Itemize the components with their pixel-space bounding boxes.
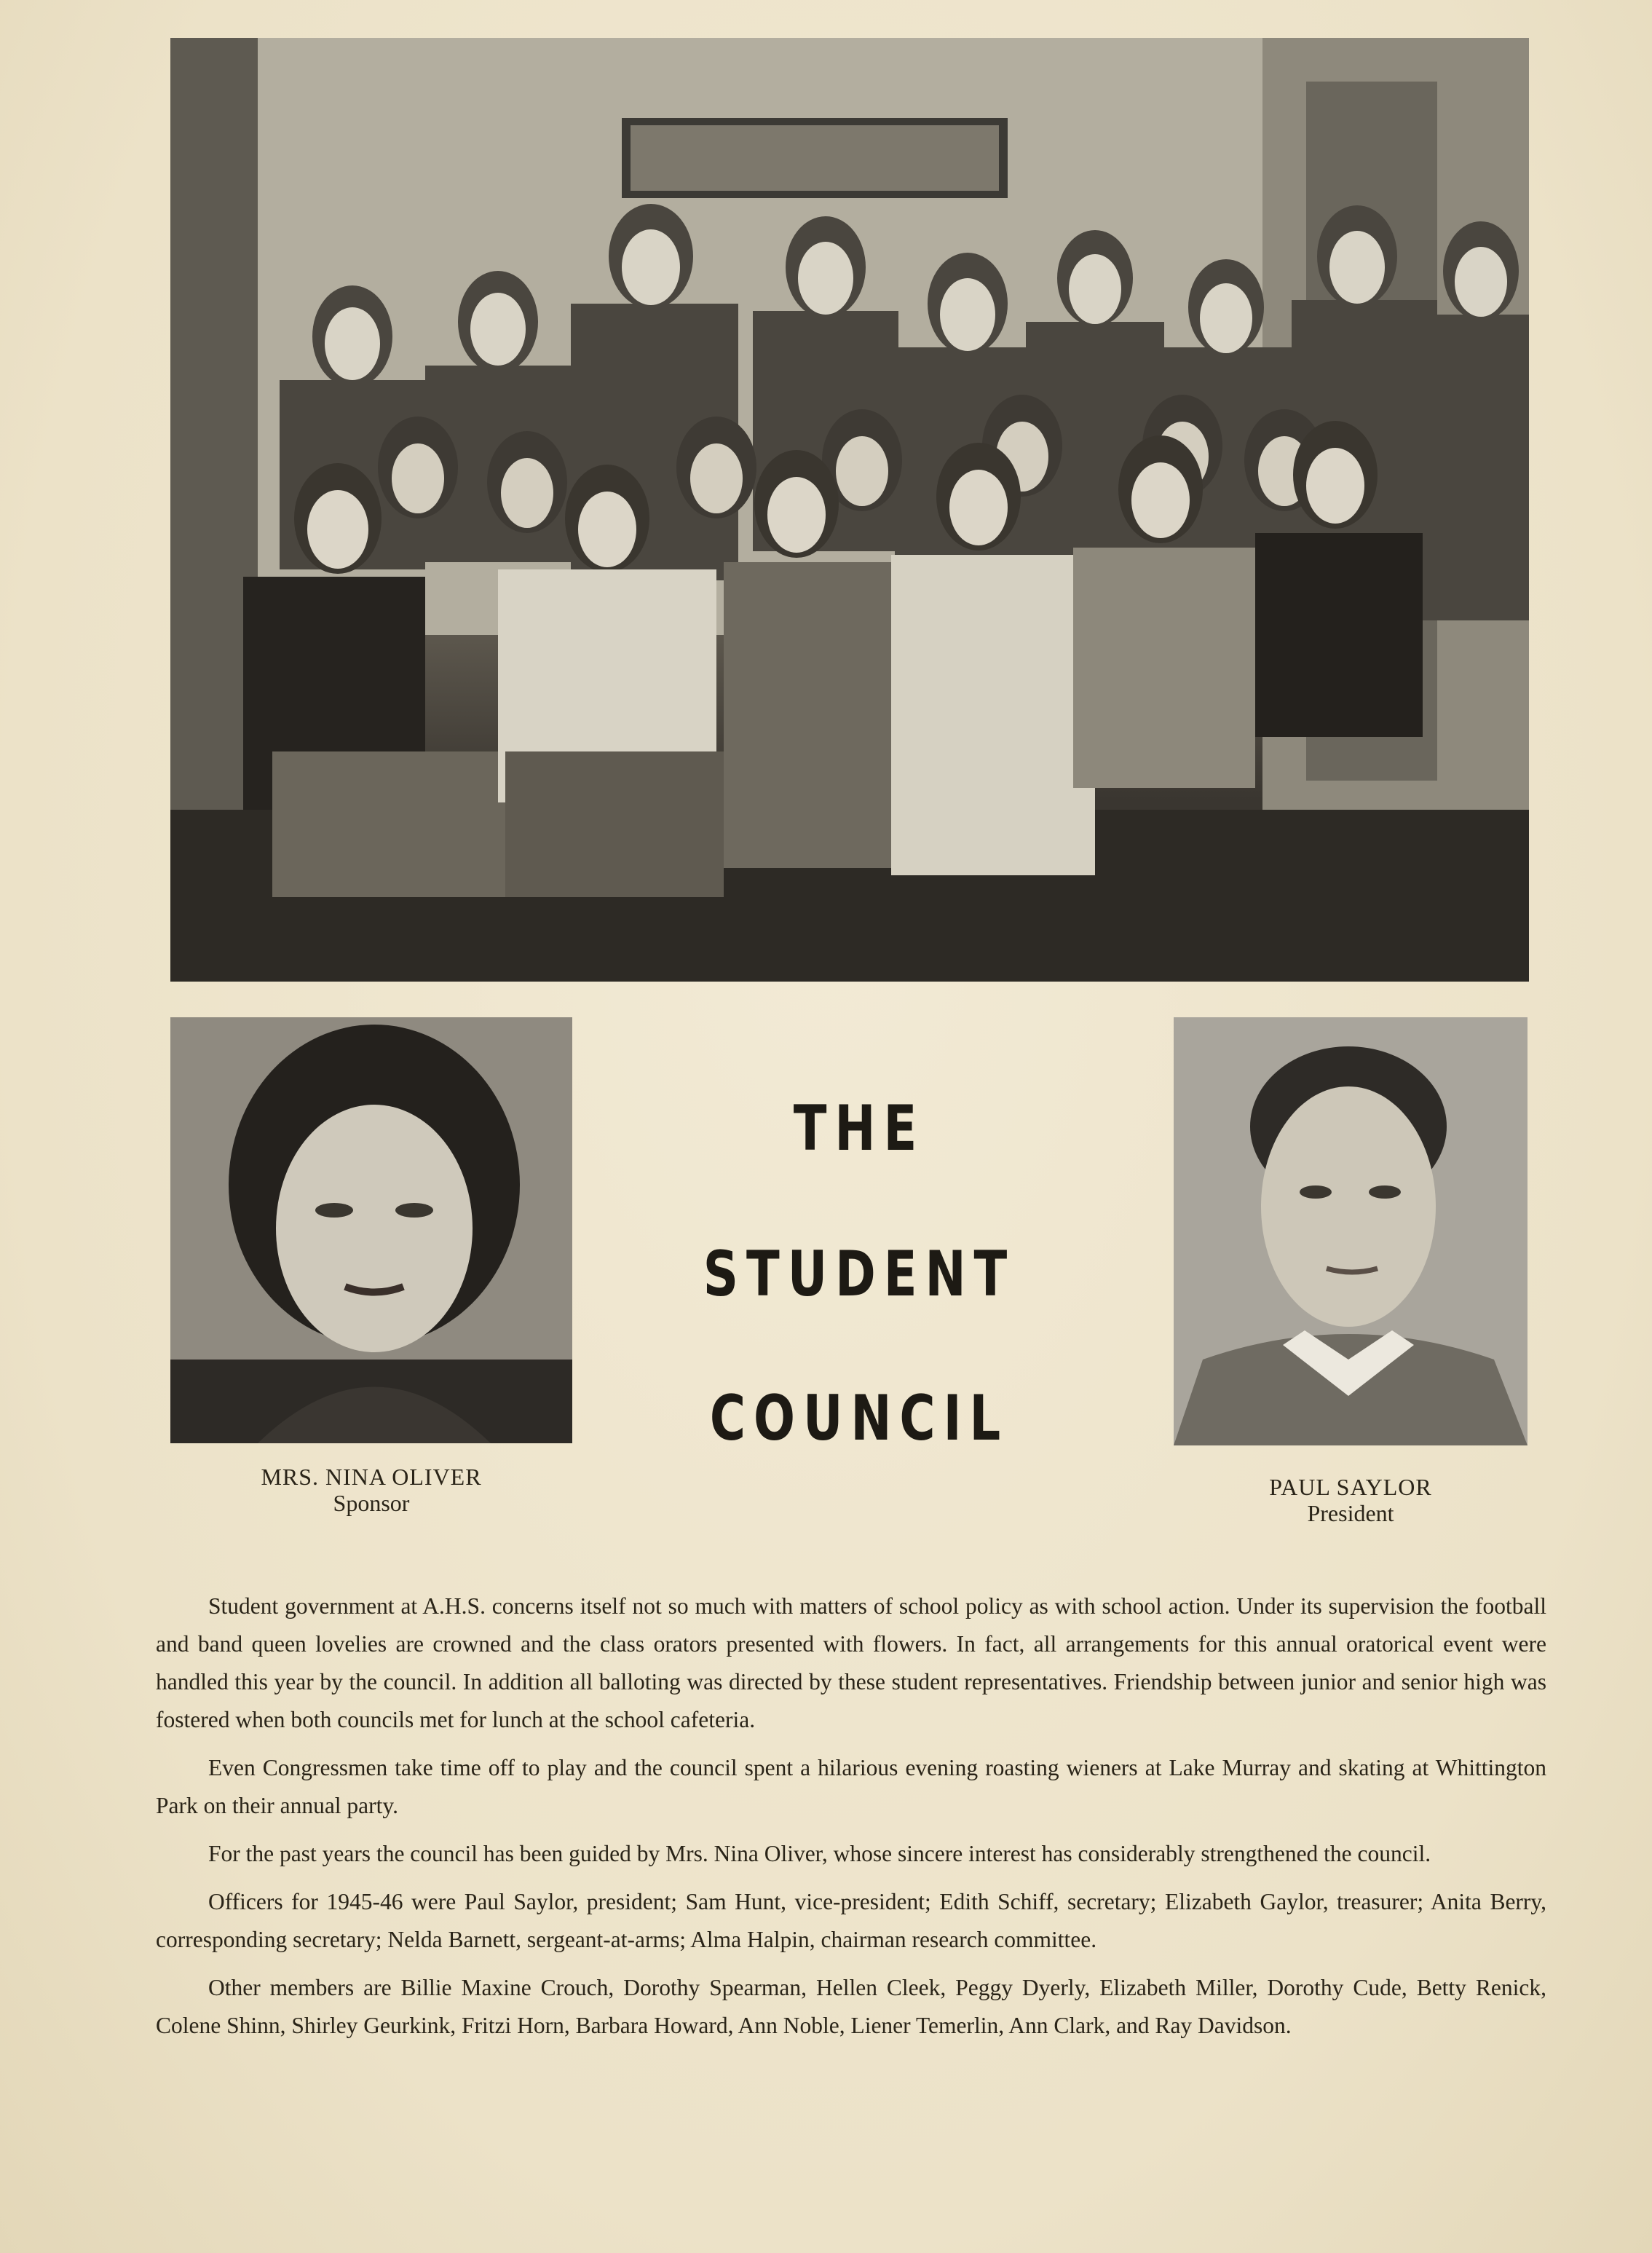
- president-portrait: [1174, 1017, 1527, 1445]
- paragraph-1: Student government at A.H.S. concerns itself not so much with matters of school policy as with school action. Under its supervision the football and band queen lovelies are crowned and the class orators presented with flowers. In fact, all arrangements for this annual oratorical event were handled this year by the council. In addition all balloting was directed by these student representatives. Friendship between junior and senior high was fostered when both councils met for lunch at the school cafeteria.: [156, 1593, 1546, 1732]
- president-portrait-illustration: [1174, 1017, 1527, 1445]
- president-name: PAUL SAYLOR: [1269, 1474, 1432, 1500]
- president-caption: [1174, 1474, 1527, 1526]
- paragraph-2: Even Congressmen take time off to play and the council spent a hilarious evening roasting wieners at Lake Murray and skating at Whittington Park on their annual party.: [156, 1755, 1546, 1818]
- title-line-council: COUNCIL: [709, 1382, 1009, 1455]
- sponsor-name: MRS. NINA OLIVER: [261, 1464, 482, 1490]
- title-line-student: STUDENT: [703, 1238, 1016, 1311]
- sponsor-portrait: [170, 1017, 572, 1443]
- group-photo-illustration: [170, 38, 1529, 982]
- paragraph-5: Other members are Billie Maxine Crouch, Dorothy Spearman, Hellen Cleek, Peggy Dyerly, Elizabeth Miller, Dorothy Cude, Betty Renick, Colene Shinn, Shirley Geurkink, Fritzi Horn, Barbara Howard, Ann Noble, Liener Temerlin, Ann Clark, and Ray Davidson.: [156, 1975, 1546, 2038]
- sponsor-caption: [170, 1464, 572, 1516]
- sponsor-role: Sponsor: [333, 1490, 410, 1516]
- sponsor-portrait-illustration: [170, 1017, 572, 1443]
- title-line-the: THE: [793, 1092, 925, 1165]
- paragraph-4: Officers for 1945-46 were Paul Saylor, president; Sam Hunt, vice-president; Edith Schiff, secretary; Elizabeth Gaylor, treasurer; Anita Berry, corresponding secretary; Nelda Barnett, sergeant-at-arms; Alma Halpin, chairman research committee.: [156, 1889, 1546, 1952]
- group-photo: [170, 38, 1529, 982]
- paragraph-3: For the past years the council has been guided by Mrs. Nina Oliver, whose sincere interest has considerably strengthened the council.: [208, 1841, 1431, 1866]
- article-body: [156, 1587, 1546, 2055]
- president-role: President: [1307, 1500, 1394, 1526]
